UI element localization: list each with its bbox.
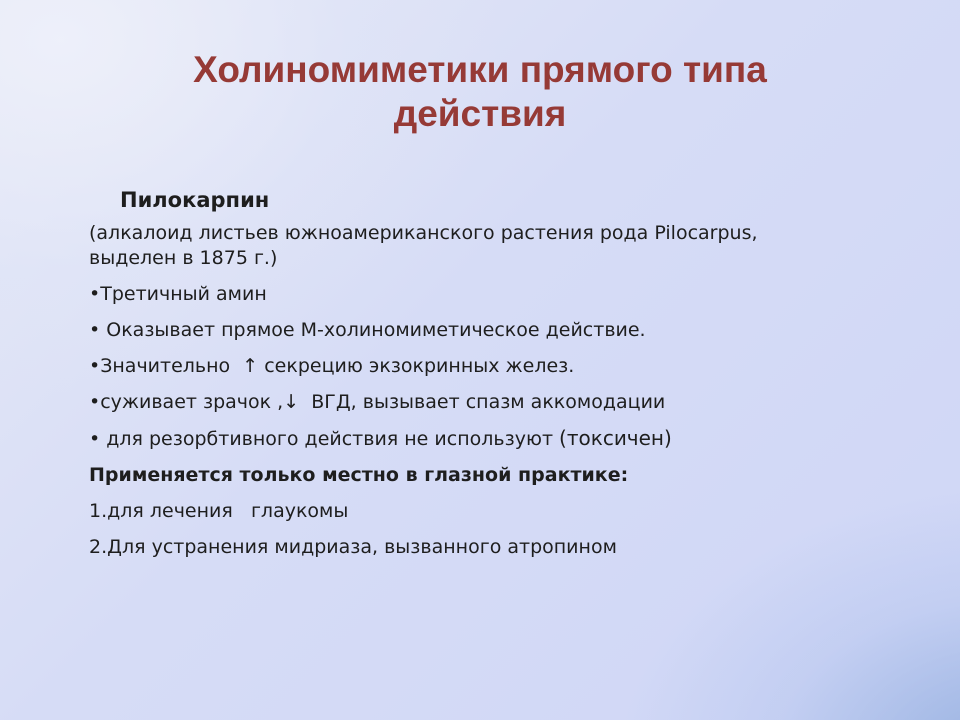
- drug-description-line-1: (алкалоид листьев южноамериканского растения рода Pilocarpus,: [89, 222, 758, 244]
- bullet-secretion: •Значительно ↑ секрецию экзокринных желез.: [89, 355, 575, 377]
- slide-title: [100, 48, 860, 136]
- usage-item-glaucoma: 1.для лечения глаукомы: [89, 500, 349, 522]
- drug-name: Пилокарпин: [120, 188, 270, 212]
- bullet-resorptive-text: • для резорбтивного действия не используют: [89, 428, 560, 450]
- bullet-resorptive: [89, 426, 889, 452]
- slide-body: [89, 182, 889, 560]
- bullet-direct-action: • Оказывает прямое М-холиномиметическое действие.: [89, 319, 646, 341]
- bullet-resorptive-toxic: (токсичен): [559, 426, 672, 450]
- bullet-tertiary-amine: •Третичный амин: [89, 283, 267, 305]
- slide-title-line-2: действия: [393, 93, 567, 134]
- usage-heading: Применяется только местно в глазной практике:: [89, 464, 629, 486]
- usage-item-mydriasis: 2.Для устранения мидриаза, вызванного атропином: [89, 536, 617, 558]
- drug-description-line-2: выделен в 1875 г.): [89, 247, 278, 269]
- slide-title-line-1: Холиномиметики прямого типа: [193, 49, 767, 90]
- bullet-pupil: •суживает зрачок ,↓ ВГД, вызывает спазм аккомодации: [89, 391, 666, 413]
